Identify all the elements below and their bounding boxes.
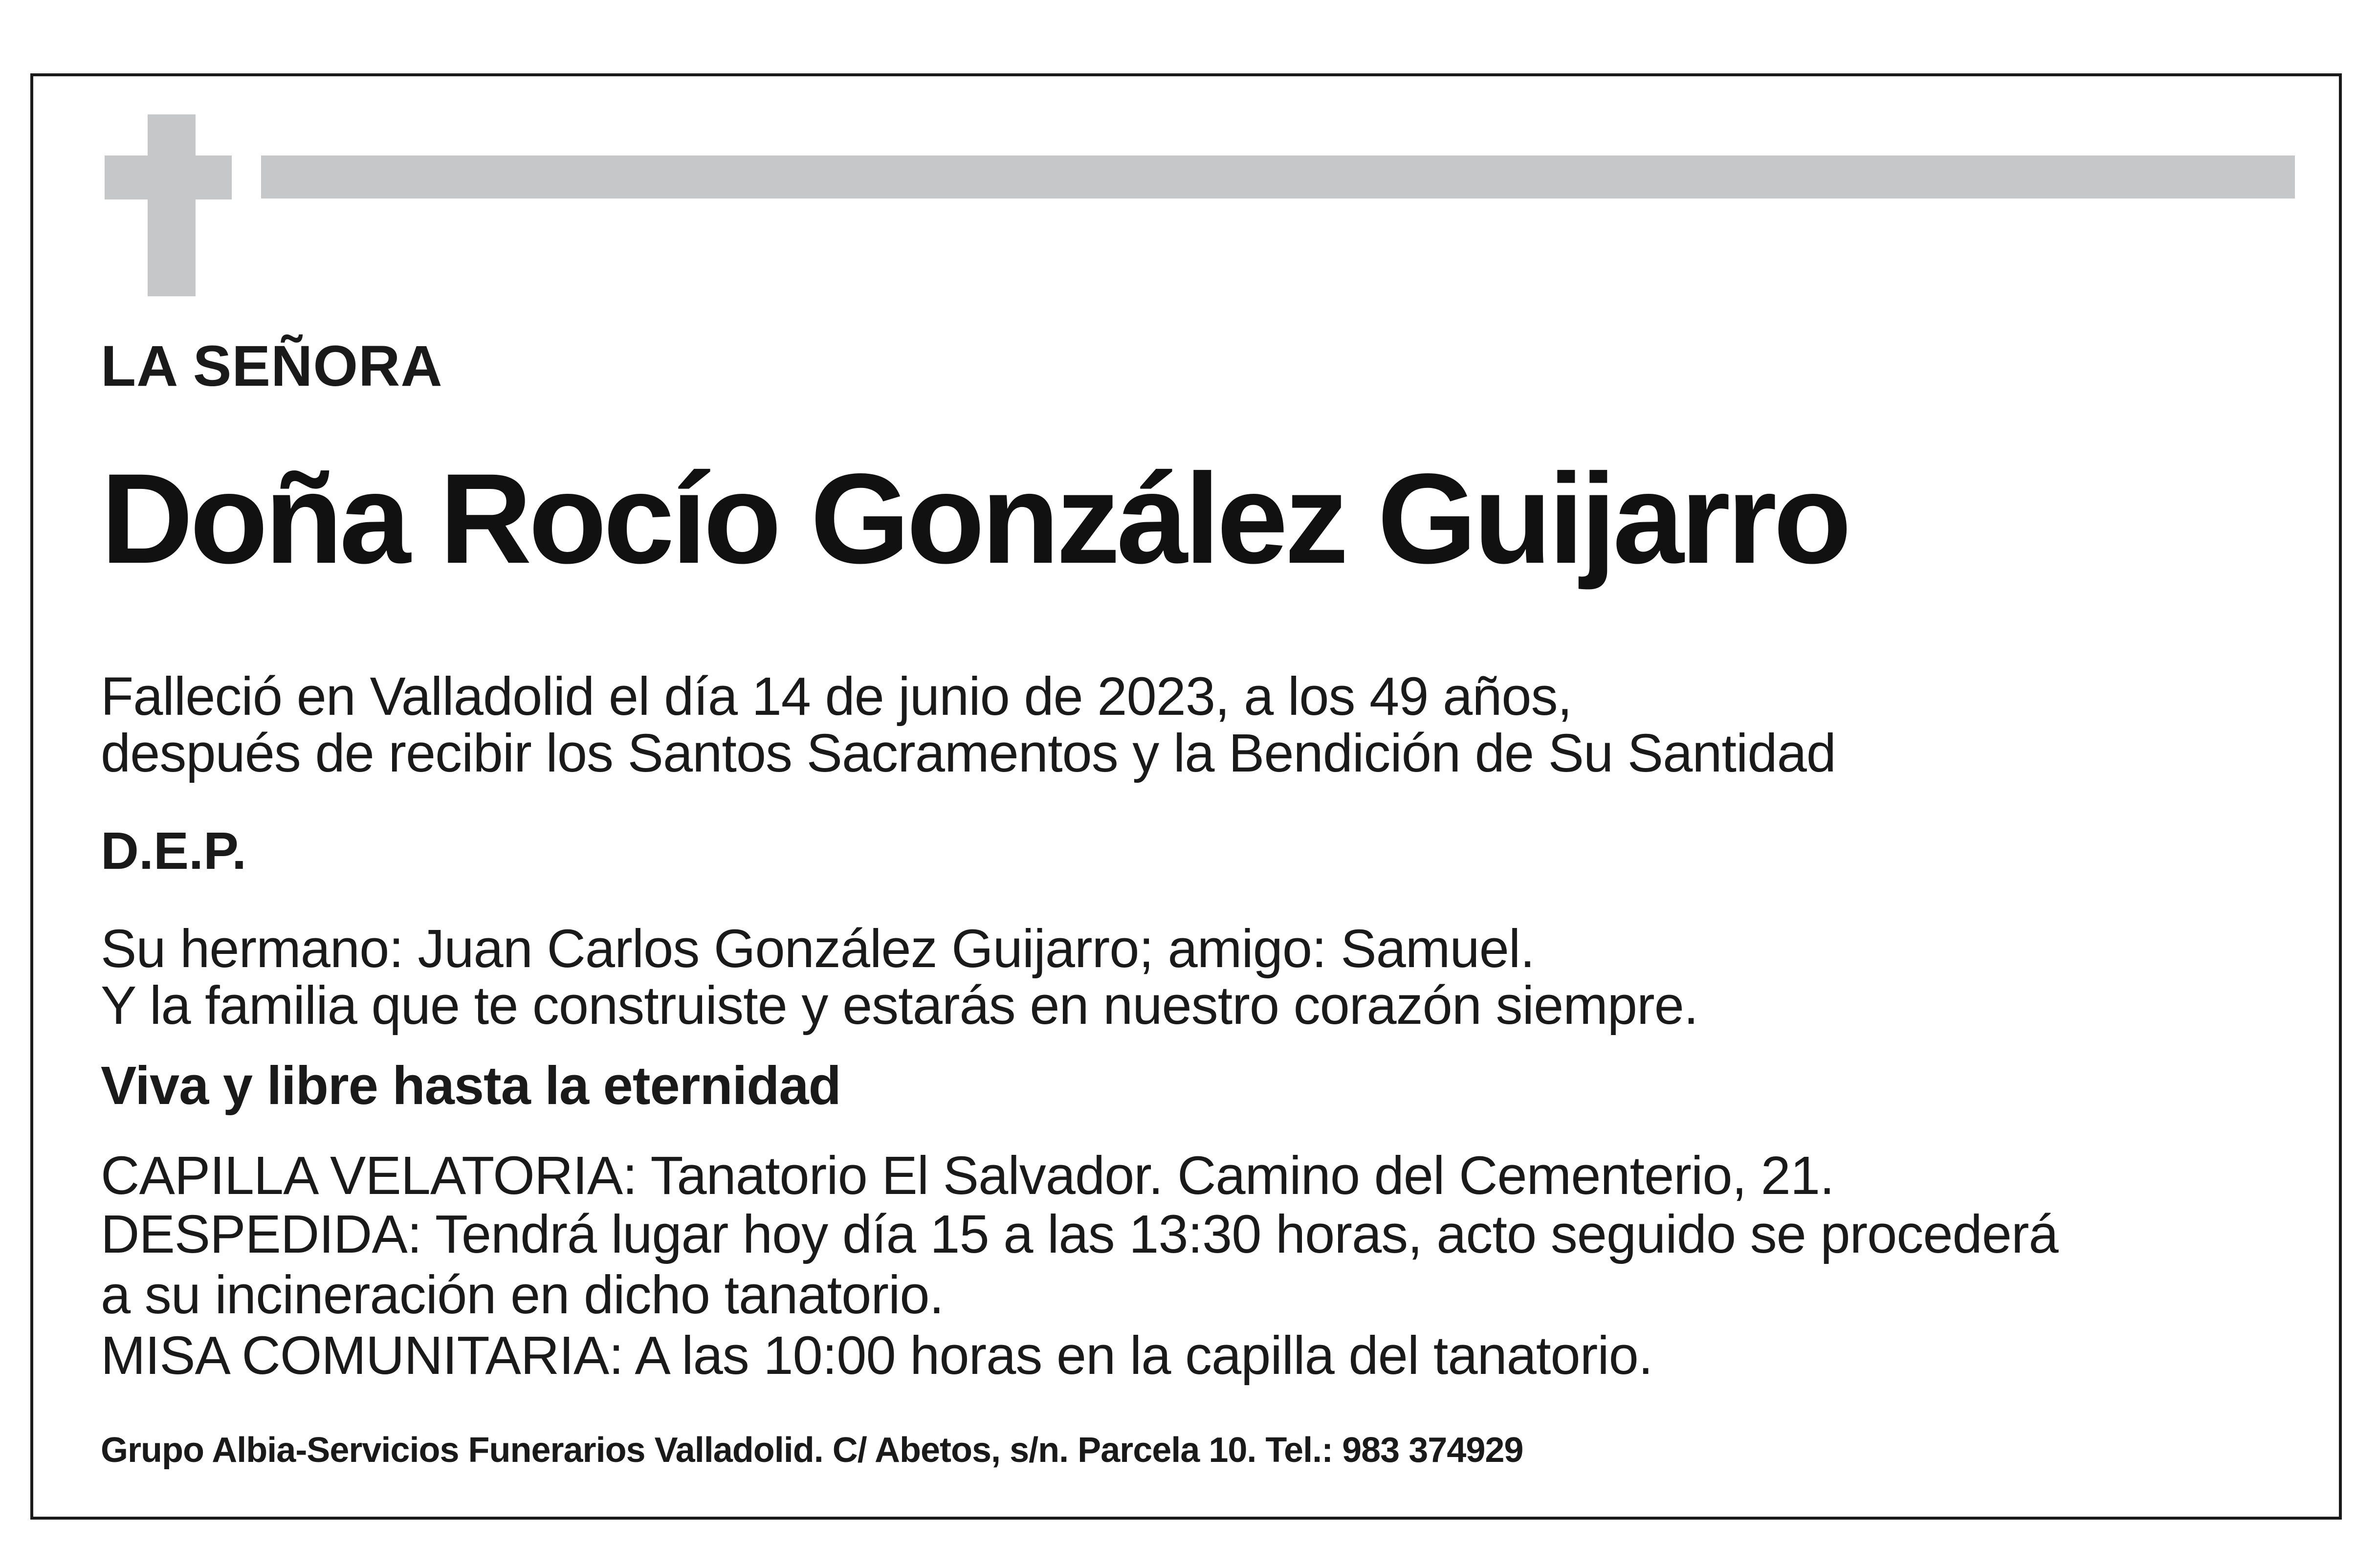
cross-icon-crossbar — [105, 155, 232, 199]
family-line-1: Su hermano: Juan Carlos González Guijarro; amigo: Samuel. — [101, 919, 1535, 979]
service-line-2: DESPEDIDA: Tendrá lugar hoy día 15 a las 13:30 horas, acto seguido se procederá — [101, 1204, 2058, 1264]
service-line-1: CAPILLA VELATORIA: Tanatorio El Salvador. Camino del Cementerio, 21. — [101, 1146, 1834, 1206]
dep-abbreviation: D.E.P. — [101, 821, 247, 880]
cross-icon — [148, 114, 196, 296]
header-rule — [261, 155, 2295, 199]
footer-contact: Grupo Albia-Servicios Funerarios Valladolid. C/ Abetos, s/n. Parcela 10. Tel.: 983 374929 — [101, 1431, 1523, 1470]
death-line-2: después de recibir los Santos Sacramentos y la Bendición de Su Santidad — [101, 723, 1836, 783]
deceased-name: Doña Rocío González Guijarro — [101, 447, 1849, 590]
family-line-2: Y la familia que te construiste y estarás en nuestro corazón siempre. — [101, 975, 1698, 1036]
service-line-3: a su incineración en dicho tanatorio. — [101, 1265, 944, 1325]
service-line-4: MISA COMUNITARIA: A las 10:00 horas en la capilla del tanatorio. — [101, 1325, 1653, 1386]
death-line-1: Falleció en Valladolid el día 14 de junio de 2023, a los 49 años, — [101, 666, 1572, 727]
honorific-title: LA SEÑORA — [101, 334, 443, 398]
motto: Viva y libre hasta la eternidad — [101, 1056, 841, 1116]
